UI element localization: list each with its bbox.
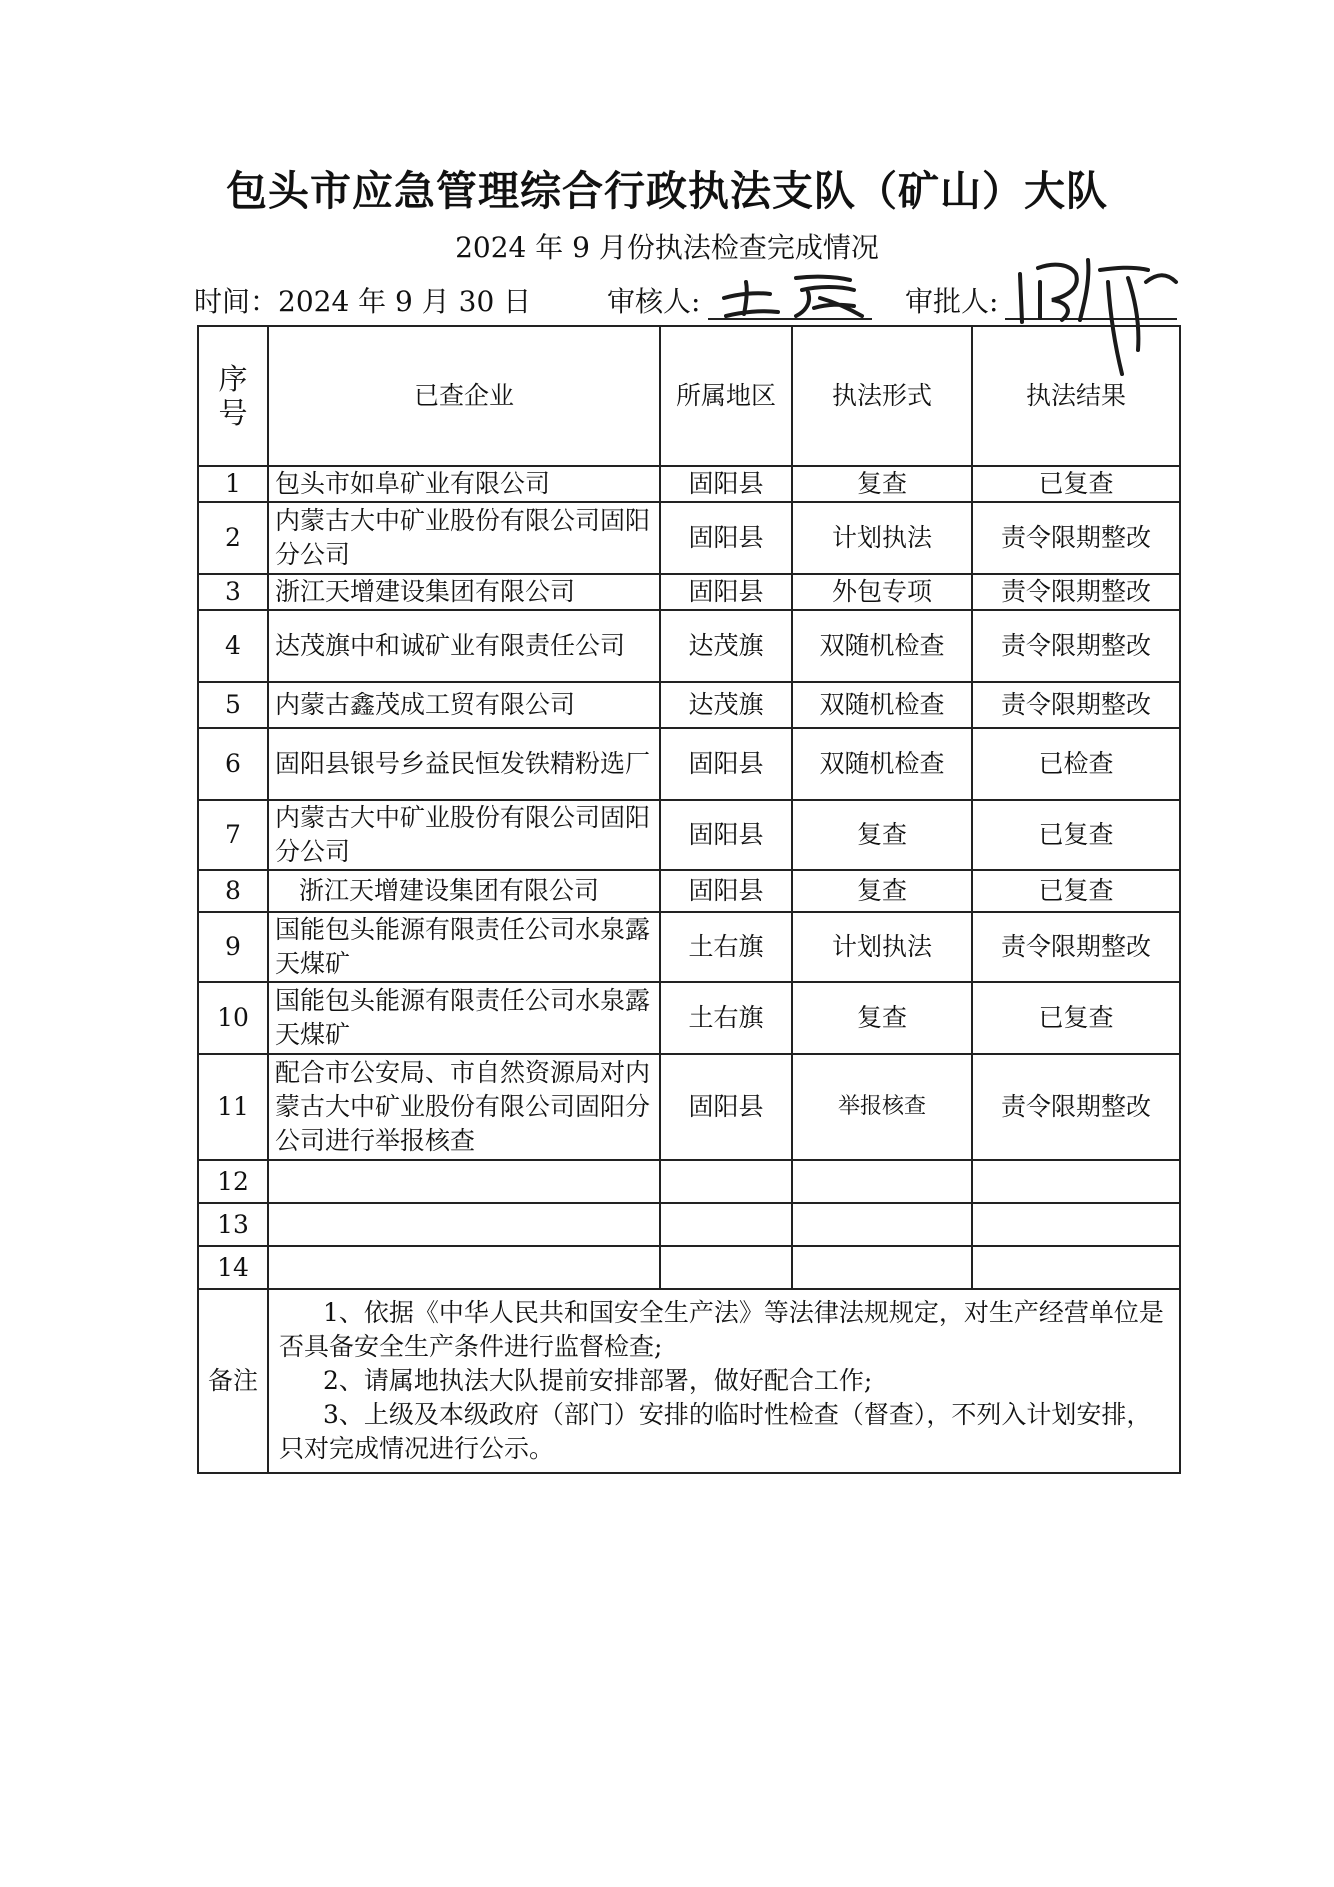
row-company: 国能包头能源有限责任公司水泉露天煤矿: [268, 912, 660, 982]
row-index: 9: [198, 912, 268, 982]
row-region: 固阳县: [660, 728, 792, 800]
row-form: 复查: [792, 466, 972, 502]
inspection-table: [197, 325, 1181, 1474]
row-form: 举报核查: [792, 1054, 972, 1160]
reviewer-signature: [716, 268, 872, 322]
row-region: 达茂旗: [660, 682, 792, 728]
header-region: 所属地区: [660, 326, 792, 466]
row-company: 配合市公安局、市自然资源局对内蒙古大中矿业股份有限公司固阳分公司进行举报核查: [268, 1054, 660, 1160]
row-index: 6: [198, 728, 268, 800]
row-result: 责令限期整改: [972, 1054, 1180, 1160]
row-index: 7: [198, 800, 268, 870]
header-index: 序号: [198, 326, 268, 466]
row-region: [660, 1160, 792, 1203]
row-region: 土右旗: [660, 912, 792, 982]
row-result: 责令限期整改: [972, 574, 1180, 610]
row-company: [268, 1203, 660, 1246]
row-form: 复查: [792, 800, 972, 870]
row-company: 包头市如阜矿业有限公司: [268, 466, 660, 502]
row-result: 已复查: [972, 466, 1180, 502]
table-row: [198, 682, 1180, 728]
row-result: 已复查: [972, 870, 1180, 912]
row-result: 责令限期整改: [972, 682, 1180, 728]
table-row: [198, 502, 1180, 574]
row-form: 双随机检查: [792, 728, 972, 800]
row-index: 13: [198, 1203, 268, 1246]
remark-item: 3、上级及本级政府（部门）安排的临时性检查（督查），不列入计划安排，只对完成情况进行公示。: [279, 1400, 1152, 1463]
row-company: 内蒙古鑫茂成工贸有限公司: [268, 682, 660, 728]
row-company: 浙江天增建设集团有限公司: [268, 574, 660, 610]
row-result: 已检查: [972, 728, 1180, 800]
row-form: 外包专项: [792, 574, 972, 610]
table-row: [198, 728, 1180, 800]
row-index: 4: [198, 610, 268, 682]
row-index: 12: [198, 1160, 268, 1203]
table-row: [198, 800, 1180, 870]
row-result: 责令限期整改: [972, 502, 1180, 574]
row-company: 固阳县银号乡益民恒发铁精粉选厂: [268, 728, 660, 800]
row-form: 复查: [792, 982, 972, 1054]
row-company: 浙江天增建设集团有限公司: [268, 870, 660, 912]
approver-label: 审批人:: [905, 285, 999, 318]
row-result: [972, 1160, 1180, 1203]
row-result: 已复查: [972, 800, 1180, 870]
row-region: 固阳县: [660, 574, 792, 610]
table-row: [198, 610, 1180, 682]
table-row: [198, 466, 1180, 502]
remarks-row: [198, 1289, 1180, 1473]
header-result: 执法结果: [972, 326, 1180, 466]
inspection-date: 时间：2024 年 9 月 30 日: [194, 285, 532, 318]
remarks-label: 备注: [198, 1289, 268, 1473]
row-region: 固阳县: [660, 502, 792, 574]
header-form: 执法形式: [792, 326, 972, 466]
row-form: 双随机检查: [792, 682, 972, 728]
reviewer-label: 审核人:: [607, 285, 701, 318]
row-index: 2: [198, 502, 268, 574]
row-form: [792, 1160, 972, 1203]
table-row: [198, 1246, 1180, 1289]
row-index: 14: [198, 1246, 268, 1289]
row-index: 8: [198, 870, 268, 912]
table-row: [198, 870, 1180, 912]
row-form: [792, 1246, 972, 1289]
row-region: [660, 1203, 792, 1246]
row-region: 固阳县: [660, 1054, 792, 1160]
table-row: [198, 1203, 1180, 1246]
row-result: [972, 1203, 1180, 1246]
header-company: 已查企业: [268, 326, 660, 466]
row-form: 计划执法: [792, 502, 972, 574]
remark-item: 2、请属地执法大队提前安排部署，做好配合工作;: [323, 1366, 873, 1395]
row-company: 达茂旗中和诚矿业有限责任公司: [268, 610, 660, 682]
row-index: 3: [198, 574, 268, 610]
row-region: 达茂旗: [660, 610, 792, 682]
row-company: [268, 1160, 660, 1203]
row-form: 计划执法: [792, 912, 972, 982]
row-region: [660, 1246, 792, 1289]
row-form: 复查: [792, 870, 972, 912]
row-region: 固阳县: [660, 870, 792, 912]
remarks-body: [268, 1289, 1180, 1473]
table-row: [198, 1160, 1180, 1203]
row-result: 责令限期整改: [972, 610, 1180, 682]
row-index: 11: [198, 1054, 268, 1160]
table-row: [198, 1054, 1180, 1160]
row-result: [972, 1246, 1180, 1289]
row-index: 1: [198, 466, 268, 502]
row-index: 5: [198, 682, 268, 728]
row-result: 责令限期整改: [972, 912, 1180, 982]
table-header-row: [198, 326, 1180, 466]
row-region: 固阳县: [660, 800, 792, 870]
row-company: 内蒙古大中矿业股份有限公司固阳分公司: [268, 800, 660, 870]
row-result: 已复查: [972, 982, 1180, 1054]
row-form: 双随机检查: [792, 610, 972, 682]
row-region: 固阳县: [660, 466, 792, 502]
table-row: [198, 912, 1180, 982]
document-title: 包头市应急管理综合行政执法支队（矿山）大队: [226, 167, 1108, 215]
row-region: 土右旗: [660, 982, 792, 1054]
row-company: 内蒙古大中矿业股份有限公司固阳分公司: [268, 502, 660, 574]
remark-item: 1、依据《中华人民共和国安全生产法》等法律法规规定，对生产经营单位是否具备安全生产条件进行监督检查;: [279, 1298, 1164, 1361]
table-row: [198, 574, 1180, 610]
row-index: 10: [198, 982, 268, 1054]
document-subtitle: 2024 年 9 月份执法检查完成情况: [455, 231, 879, 264]
row-form: [792, 1203, 972, 1246]
row-company: 国能包头能源有限责任公司水泉露天煤矿: [268, 982, 660, 1054]
row-company: [268, 1246, 660, 1289]
table-row: [198, 982, 1180, 1054]
